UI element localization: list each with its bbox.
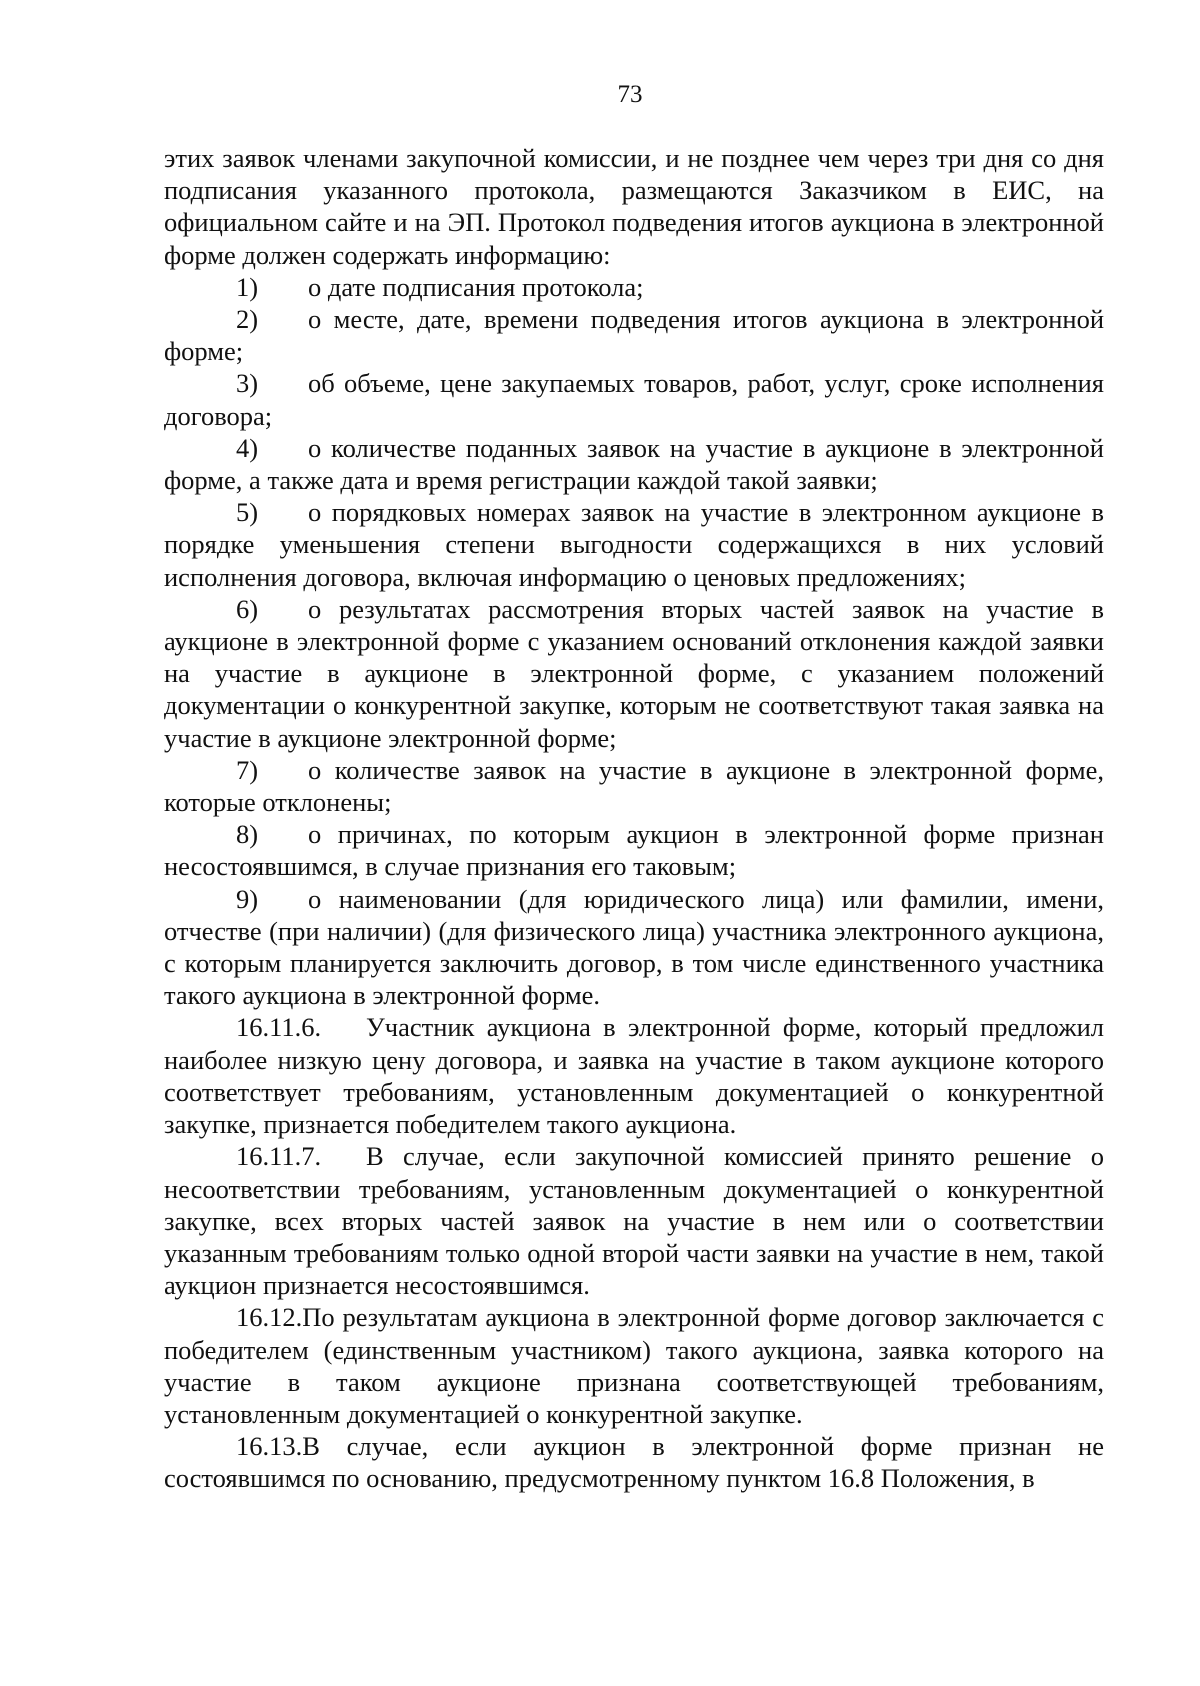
list-item-text: о результатах рассмотрения вторых частей заявок на участие в аукционе в электронной форме с указанием оснований отклонения каждой заявки на участие в аукционе в электронной форме, с указанием положений документации о конкурентной закупке, которым не соответствуют такая заявка на участие в аукционе электронной форме; <box>164 593 1104 753</box>
list-item-8 <box>164 818 1104 882</box>
list-item-number: 9) <box>236 883 259 914</box>
section-text: В случае, если аукцион в электронной форме признан не состоявшимся по основанию, предусмотренному пунктом 16.8 Положения, в <box>164 1431 1104 1494</box>
section-16-13 <box>164 1430 1104 1494</box>
section-number: 16.13. <box>236 1431 303 1462</box>
list-item-text: о дате подписания протокола; <box>308 271 644 302</box>
section-number: 16.11.7. <box>236 1141 322 1172</box>
list-item-text: о количестве поданных заявок на участие в аукционе в электронной форме, а также дата и время регистрации каждой такой заявки; <box>164 432 1104 496</box>
list-item-text: о наименовании (для юридического лица) или фамилии, имени, отчестве (при наличии) (для физического лица) участника электронного аукциона, с которым планируется заключить договор, в том числе единственного участника такого аукциона в электронной форме. <box>164 883 1104 1011</box>
list-item-7 <box>164 754 1104 818</box>
list-item-number: 8) <box>236 819 259 850</box>
list-item-6 <box>164 593 1104 754</box>
list-item-text: о месте, дате, времени подведения итогов аукциона в электронной форме; <box>164 304 1104 367</box>
intro-paragraph: этих заявок членами закупочной комиссии, и не позднее чем через три дня со дня подписания указанного протокола, размещаются Заказчиком в ЕИС, на официальном сайте и на ЭП. Протокол подведения итогов аукциона в электронной форме должен содержать информацию: <box>164 143 1104 270</box>
list-item-9 <box>164 883 1104 1012</box>
list-item-number: 7) <box>236 754 259 785</box>
list-item-text: о порядковых номерах заявок на участие в электронном аукционе в порядке уменьшения степени выгодности содержащихся в них условий исполнения договора, включая информацию о ценовых предложениях; <box>164 497 1104 592</box>
list-item-text: о причинах, по которым аукцион в электронной форме признан несостоявшимся, в случае признания его таковым; <box>164 819 1104 882</box>
document-body <box>164 142 1104 1495</box>
section-number: 16.12. <box>236 1302 303 1333</box>
section-text: В случае, если закупочной комиссией принято решение о несоответствии требованиям, установленным документацией о конкурентной закупке, всех вторых частей заявок на участие в нем или о соответствии указанным требованиям только одной второй части заявки на участие в нем, такой аукцион признается несостоявшимся. <box>164 1141 1104 1301</box>
section-16-11-6 <box>164 1011 1104 1140</box>
page-number: 73 <box>617 81 643 108</box>
section-16-11-7 <box>164 1140 1104 1301</box>
list-item-number: 1) <box>236 271 259 302</box>
list-item-3 <box>164 367 1104 431</box>
list-item-4 <box>164 432 1104 496</box>
list-item-number: 4) <box>236 432 259 463</box>
list-item-text: об объеме, цене закупаемых товаров, работ, услуг, сроке исполнения договора; <box>164 368 1104 431</box>
section-16-12 <box>164 1301 1104 1430</box>
section-number: 16.11.6. <box>236 1012 322 1043</box>
section-text: Участник аукциона в электронной форме, который предложил наиболее низкую цену договора, и заявка на участие в таком аукционе которого соответствует требованиям, установленным документацией о конкурентной закупке, признается победителем такого аукциона. <box>164 1012 1104 1140</box>
list-item-number: 2) <box>236 304 259 335</box>
list-item-number: 5) <box>236 497 259 528</box>
list-item-1 <box>164 271 1104 303</box>
list-item-5 <box>164 496 1104 593</box>
section-text: По результатам аукциона в электронной форме договор заключается с победителем (единственным участником) такого аукциона, заявка которого на участие в таком аукционе признана соответствующей требованиям, установленным документацией о конкурентной закупке. <box>164 1302 1104 1429</box>
list-item-number: 3) <box>236 368 259 399</box>
list-item-2 <box>164 303 1104 367</box>
list-item-text: о количестве заявок на участие в аукционе в электронной форме, которые отклонены; <box>164 754 1104 818</box>
list-item-number: 6) <box>236 593 259 624</box>
